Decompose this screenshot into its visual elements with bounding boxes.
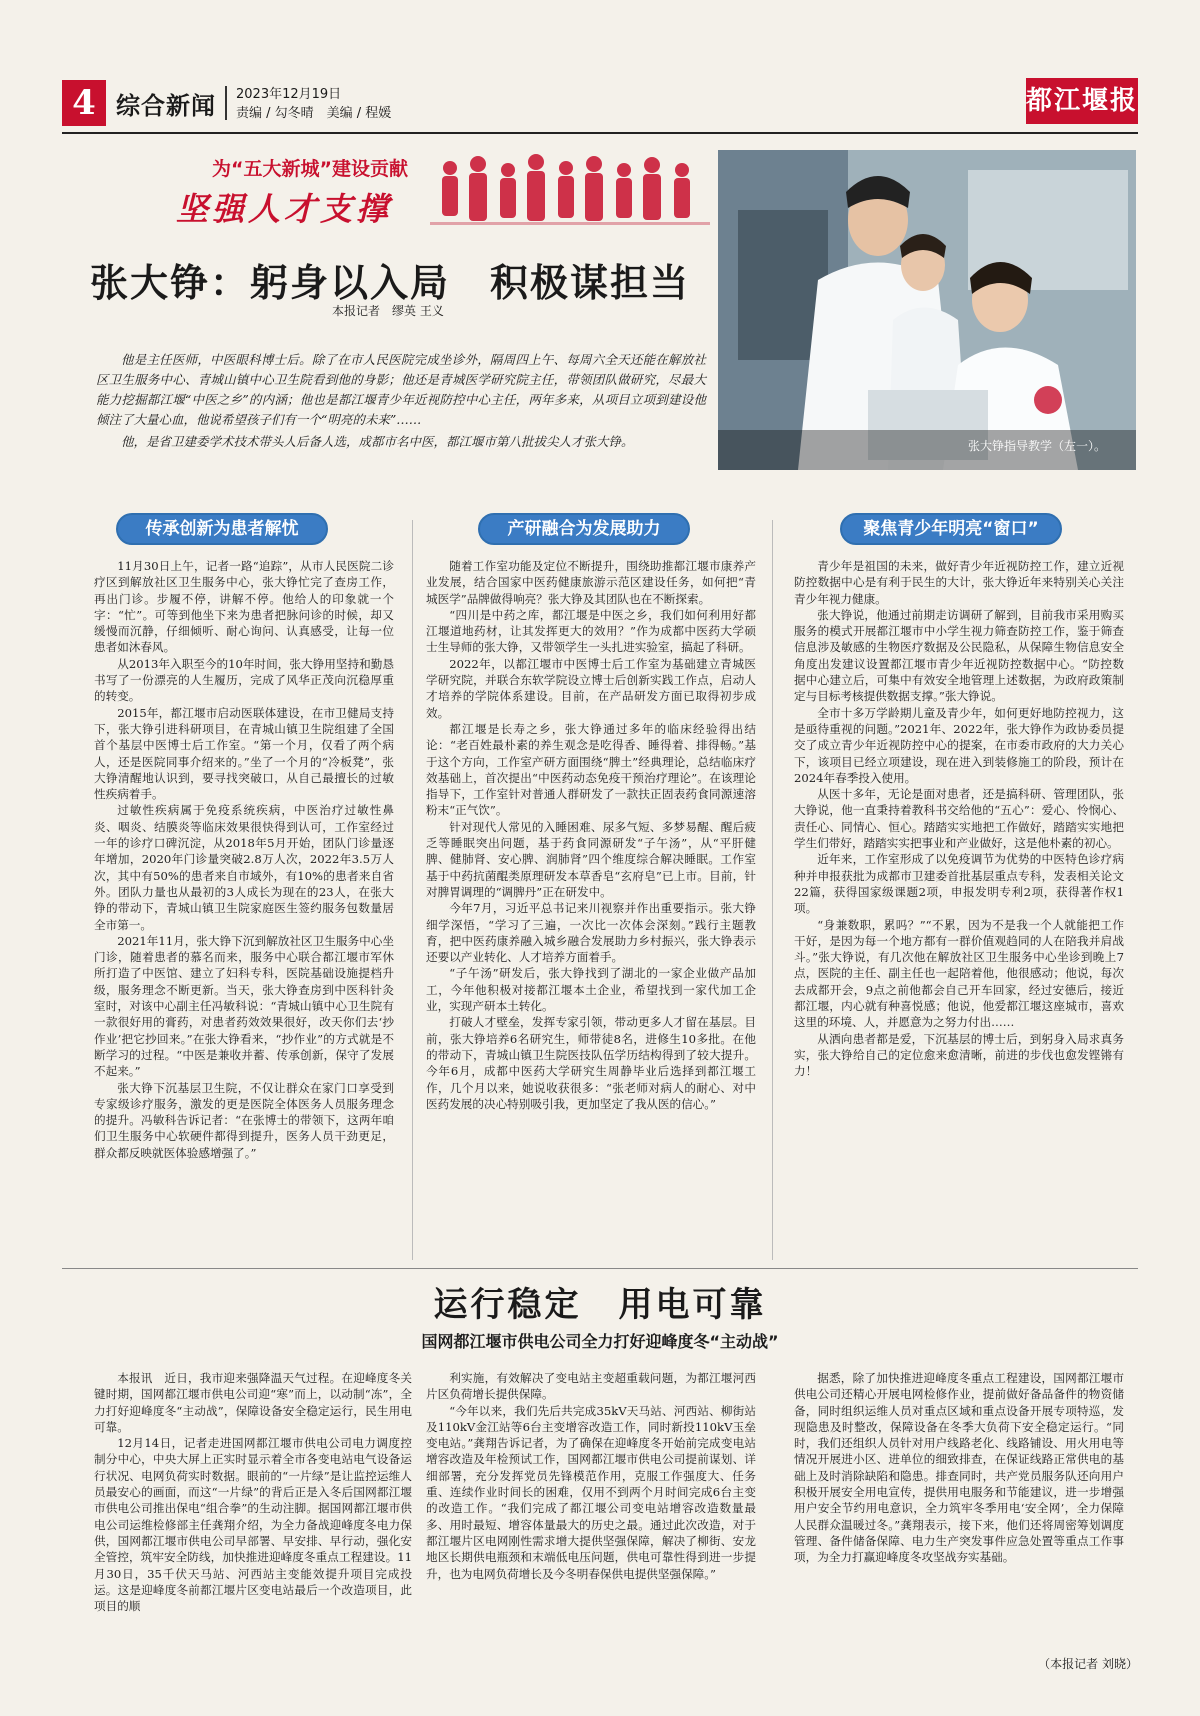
page-number: 4	[62, 80, 106, 126]
article-paragraph: 过敏性疾病属于免疫系统疾病，中医治疗过敏性鼻炎、咽炎、结膜炎等临床效果很快得到认可，工作室经过一年的诊疗口碑沉淀，从2018年5月开始，团队门诊量逐年增加，2020年门诊量突破2.8万人次，2022年3.5万人次，其中有50%的患者来自市域外，有10%的患者来自省外。团队力量也从最初的3人成长为现在的23人，在张大铮的带动下，青城山镇卫生院家庭医生签约服务包数量居全市第一。	[94, 803, 394, 932]
article-column-1	[94, 558, 394, 1161]
feature-intro	[96, 350, 706, 454]
article-paragraph: 12月14日，记者走进国网都江堰市供电公司电力调度控制分中心，中央大屏上正实时显示着全市各变电站电气设备运行状况、电网负荷实时数据。眼前的“一片绿”是让监控运维人员最安心的画面，而这“一片绿”的背后正是入冬后国网都江堰市供电公司推出保电“组合拳”的生动注脚。据国网都江堰市供电公司运维检修部主任龚翔介绍，为全力备战迎峰度冬电力保供，国网都江堰市供电公司早部署、早安排、早行动，强化安全管控，筑牢安全防线，加快推进迎峰度冬重点工程建设。11月30日，35千伏天马站、河西站主变能效提升项目完成投运。这是迎峰度冬前都江堰片区变电站最后一个改造项目，此项目的顺	[94, 1436, 412, 1614]
article-paragraph: 随着工作室功能及定位不断提升，围绕助推都江堰市康养产业发展，结合国家中医药健康旅游示范区建设任务，如何把“青城医学”品牌做得响亮？张大铮及其团队也在不断探索。	[426, 559, 756, 606]
feature-byline: 本报记者 缪英 王义	[332, 304, 444, 318]
article-paragraph: 2022年，以都江堰市中医博士后工作室为基础建立青城医学研究院，并联合东软学院设立博士后创新实践工作点，启动人才培养的学院体系建设。目前，在产品研发方面已取得初步成效。	[426, 656, 756, 720]
masthead-logo: 都江堰报	[1026, 78, 1138, 124]
article-column-2	[426, 558, 756, 1112]
article-paragraph: 据悉，除了加快推进迎峰度冬重点工程建设，国网都江堰市供电公司还精心开展电网检修作业，提前做好备品备件的物资储备，同时组织运维人员对重点区域和重点设备开展专项特巡，发现隐患及时整改，保障设备在冬季大负荷下安全稳定运行。“同时，我们还组织人员针对用户线路老化、线路铺设、用火用电等情况开展进小区、进单位的细致排查，在保证线路正常供电的基础上及时消除缺陷和隐患。排查同时，共产党员服务队还向用户积极开展安全用电宣传，提供用电服务和节能建议，进一步增强用户安全节约用电意识，全力筑牢冬季用电‘安全网’，全力保障人民群众温暖过冬。”龚翔表示，接下来，他们还将周密筹划调度管理、备件储备保障、电力生产突发事件应急处置等重点工作事项，为全力打赢迎峰度冬攻坚战夯实基础。	[794, 1371, 1124, 1565]
header-divider	[225, 86, 227, 120]
article-paragraph: 11月30日上午，记者一路“追踪”，从市人民医院二诊疗区到解放社区卫生服务中心，张大铮忙完了查房工作，再出门诊。步履不停，讲解不停。他给人的印象就一个字：“忙”。可等到他坐下来为患者把脉问诊的时候，却又缓慢而沉静，仔细倾听、耐心询问、认真感受，让每一位患者如沐春风。	[94, 559, 394, 655]
article-paragraph: 从洒向患者都是爱，下沉基层的博士后，到躬身入局求真务实，张大铮给自己的定位愈来愈清晰，前进的步伐也愈发铿锵有力！	[794, 1031, 1124, 1079]
article-paragraph: 近年来，工作室形成了以免疫调节为优势的中医特色诊疗病种并申报获批为成都市卫建委首批基层重点专科，发表相关论文22篇，获得国家级课题2项，申报发明专利2项，获得著作权1项。	[794, 852, 1124, 916]
feature-photo	[718, 150, 1136, 470]
article-paragraph: “身兼数职，累吗？”“不累，因为不是我一个人就能把工作干好，是因为每一个地方都有一群价值观趋同的人在陪我并肩战斗。”张大铮说，有几次他在解放社区卫生服务中心坐诊到晚上7点，医院的主任、副主任也一起陪着他，他很感动；他说，每次去成都开会，9点之前他都会自己开车回家，经过安德后，接近都江堰，内心就有种喜悦感；他说，他爱都江堰这座城市，喜欢这里的环境、人，并愿意为之努力付出……	[794, 917, 1124, 1030]
article-paragraph: “子午汤”研发后，张大铮找到了湖北的一家企业做产品加工，今年他积极对接都江堰本土企业，希望找到一家代加工企业，实现产研本土转化。	[426, 966, 756, 1014]
issue-date: 2023年12月19日	[236, 87, 342, 102]
column-heading-1: 传承创新为患者解忧	[116, 513, 328, 545]
article-column-3	[794, 558, 1124, 1080]
reporter-credit: （本报记者 刘晓）	[1038, 1657, 1138, 1671]
article-paragraph: 本报讯 近日，我市迎来强降温天气过程。在迎峰度冬关键时期，国网都江堰市供电公司迎“寒”而上，以动制“冻”，全力打好迎峰度冬“主动战”，保障设备安全稳定运行，民生用电可靠。	[94, 1371, 412, 1434]
bottom-column-2	[426, 1370, 756, 1582]
article-paragraph: “四川是中药之库，都江堰是中医之乡，我们如何利用好都江堰道地药材，让其发挥更大的效用？”作为成都中医药大学硕士生导师的张大铮，又带领学生一头扎进实验室，搞起了科研。	[426, 607, 756, 655]
editors-line: 责编 / 勾冬晴 美编 / 程媛	[236, 106, 392, 121]
photo-caption: 张大铮指导教学（左一）。	[968, 439, 1107, 453]
article-paragraph: 利实施，有效解决了变电站主变超重载问题，为都江堰河西片区负荷增长提供保障。	[426, 1371, 756, 1402]
crowd-silhouette-graphic	[430, 150, 710, 236]
intro-paragraph: 他是主任医师，中医眼科博士后。除了在市人民医院完成坐诊外，隔周四上午、每周六全天还能在解放社区卫生服务中心、青城山镇中心卫生院看到他的身影；他还是青城医学研究院主任，带领团队做研究，尽最大能力挖掘都江堰“中医之乡”的内涵；他也是都江堰青少年近视防控中心主任，两年多来，从项目立项到建设他倾注了大量心血，他说希望孩子们有一个“明亮的未来”……	[96, 352, 706, 427]
feature-banner-top: 为“五大新城”建设贡献	[212, 158, 408, 180]
article-paragraph: 青少年是祖国的未来，做好青少年近视防控工作，建立近视防控数据中心是有利于民生的大计，张大铮近年来特别关心关注青少年视力健康。	[794, 559, 1124, 606]
story-divider	[62, 1268, 1138, 1269]
bottom-column-1	[94, 1370, 412, 1614]
article-paragraph: 从医十多年，无论是面对患者，还是搞科研、管理团队，张大铮说，他一直秉持着教科书交给他的“五心”：爱心、怜悯心、责任心、同情心、恒心。踏踏实实地把工作做好，踏踏实实地把学生们带好，踏踏实实把事业和产业做好，这是他朴素的初心。	[794, 787, 1124, 851]
bottom-column-3	[794, 1370, 1124, 1566]
column-heading-2: 产研融合为发展助力	[478, 513, 690, 545]
column-heading-3: 聚焦青少年明亮“窗口”	[840, 513, 1062, 545]
intro-paragraph: 他，是省卫建委学术技术带头人后备人选，成都市名中医，都江堰市第八批拔尖人才张大铮。	[121, 434, 634, 449]
header-rule	[62, 132, 1138, 134]
article-paragraph: 从2013年入职至今的10年时间，张大铮用坚持和勤恳书写了一份漂亮的人生履历，完成了风华正茂向沉稳厚重的转变。	[94, 656, 394, 704]
doctors-photo-illustration	[718, 150, 1136, 470]
article-paragraph: 张大铮下沉基层卫生院，不仅让群众在家门口享受到专家级诊疗服务，激发的更是医院全体医务人员服务理念的提升。冯敏科告诉记者：“在张博士的带领下，这两年咱们卫生服务中心软硬件都得到提升，医务人员干劲更足，群众都反映就医体验感增强了。”	[94, 1080, 394, 1160]
section-title: 综合新闻	[116, 92, 216, 120]
feature-banner-script: 坚强人才支撑	[176, 190, 393, 228]
article-paragraph: 张大铮说，他通过前期走访调研了解到，目前我市采用购买服务的模式开展都江堰市中小学生视力筛查防控工作，鉴于筛查信息涉及敏感的生物医疗数据及公民隐私，从保障生物信息安全角度出发建议设置都江堰市青少年近视防控数据中心。“防控数据中心建立后，可集中有效安全地管理上述数据，为政府政策制定与目标考核提供数据支撑。”张大铮说。	[794, 607, 1124, 704]
feature-headline: 张大铮：躬身以入局 积极谋担当	[90, 261, 691, 305]
article-paragraph: 全市十多万学龄期儿童及青少年，如何更好地防控视力，这是亟待重视的问题。”2021年、2022年，张大铮作为政协委员提交了成立青少年近视防控中心的提案，在市委市政府的大力关心下，该项目已经立项建设，现在进入到装修施工的阶段，预计在2024年春季投入使用。	[794, 705, 1124, 785]
column-divider	[772, 520, 773, 1260]
column-divider	[412, 520, 413, 1260]
article-paragraph: 2015年，都江堰市启动医联体建设，在市卫健局支持下，张大铮引进科研项目，在青城山镇卫生院组建了全国首个基层中医博士后工作室。“第一个月，仅看了两个病人，还是医院同事介绍来的。”坐了一个月的“冷板凳”，张大铮清醒地认识到，要寻找突破口，从自己最擅长的过敏性疾病着手。	[94, 705, 394, 802]
page-header	[62, 80, 1138, 128]
article-paragraph: 针对现代人常见的入睡困难、尿多气短、多梦易醒、醒后疲乏等睡眠突出问题，基于药食同源研发“子午汤”，从“平肝健脾、健肺肾、安心脾、润肺肾”四个维度综合解决睡眠。工作室基于中药抗菌醌类原理研发本草香皂“玄府皂”已上市。目前，针对脾胃调理的“调脾丹”正在研发中。	[426, 819, 756, 899]
article-paragraph: 都江堰是长寿之乡，张大铮通过多年的临床经验得出结论：“老百姓最朴素的养生观念是吃得香、睡得着、排得畅。”基于这个方向，工作室产研方面围绕“脾土”经典理论，总结临床疗效基础上，首次提出“中医药动态免疫干预治疗理论”。在该理论指导下，工作室针对普通人群研发了一款扶正固表药食同源速溶粉末“正气饮”。	[426, 721, 756, 818]
article-paragraph: 2021年11月，张大铮下沉到解放社区卫生服务中心坐门诊，随着患者的慕名而来，服务中心联合都江堰市军休所打造了中医馆、建立了妇科专科，医院基础设施提档升级，服务理念不断更新。当天，张大铮查房到中医科针灸室时，对该中心副主任冯敏科说：“青城山镇中心卫生院有一款很好用的膏药，对患者药效效果很好，改天你们去‘抄作业’把它抄回来。”在张大铮看来，“抄作业”的方式就是不断学习的过程。“中医是兼收并蓄、传承创新，保守了发展不起来。”	[94, 933, 394, 1079]
bottom-subhead: 国网都江堰市供电公司全力打好迎峰度冬“主动战”	[421, 1332, 779, 1351]
article-paragraph: 今年7月，习近平总书记来川视察并作出重要指示。张大铮细学深悟，“学习了三遍，一次比一次体会深刻。”践行主题教育，把中医药康养融入城乡融合发展助力乡村振兴，张大铮表示还要以产业转化、人才培养方面着手。	[426, 901, 756, 965]
bottom-headline: 运行稳定 用电可靠	[433, 1285, 767, 1325]
article-paragraph: 打破人才壁垒，发挥专家引领，带动更多人才留在基层。目前，张大铮培养6名研究生，师带徒8名，进修生10多批。在他的带动下，青城山镇卫生院医技队伍学历结构得到了较大提升。今年6月，成都中医药大学研究生周静毕业后选择到都江堰工作，几个月以来，她说收获很多：“张老师对病人的耐心、对中医药发展的决心特别吸引我，更加坚定了我从医的信心。”	[426, 1015, 756, 1111]
article-paragraph: “今年以来，我们先后共完成35kV天马站、河西站、柳街站及110kV金江站等6台主变增容改造工作，同时新投110kV玉垒变电站。”龚翔告诉记者，为了确保在迎峰度冬开始前完成变电站增容改造及年检预试工作，国网都江堰市供电公司提前谋划、详细部署，充分发挥党员先锋模范作用，克服工作强度大、任务重、连续作业时间长的困难，仅用不到两个月时间完成6台主变的改造工作。“我们完成了都江堰公司变电站增容改造数量最多、用时最短、增容体量最大的历史之最。通过此次改造，对于都江堰片区电网刚性需求增大提供坚强保障，解决了柳街、安龙地区长期供电瓶颈和末端低电压问题，供电可靠性得到进一步提升，也为电网负荷增长及今冬明春保供电提供坚强保障。”	[426, 1403, 756, 1581]
